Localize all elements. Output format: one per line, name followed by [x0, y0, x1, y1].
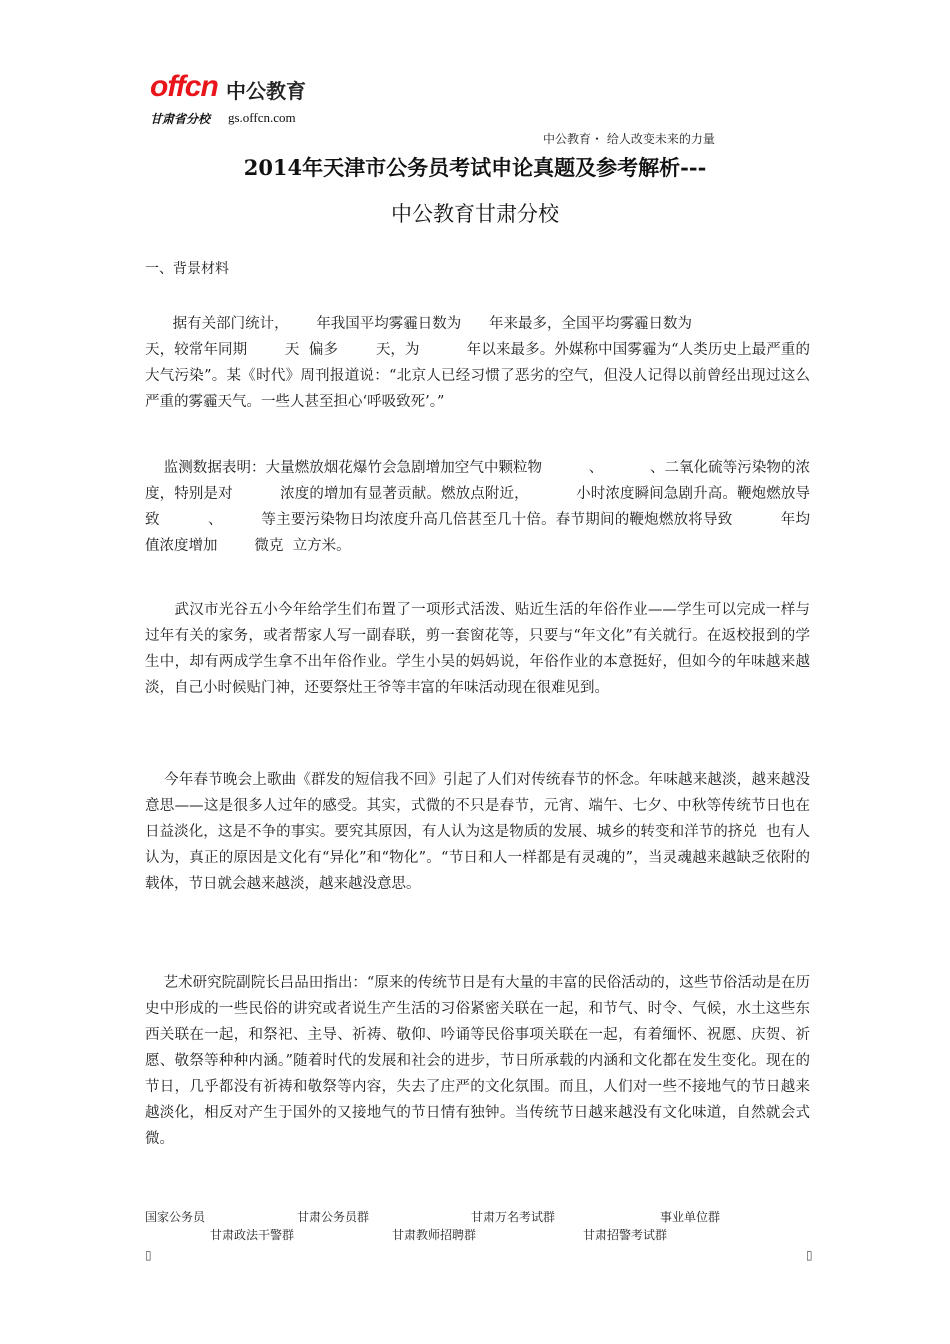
footer-link-gansu-civil-servant[interactable]: 甘肃公务员群: [297, 1210, 370, 1224]
offcn-logo: [150, 70, 350, 130]
footer-mark-right: ▯: [806, 1248, 813, 1262]
footer-link-police-exam-group[interactable]: 甘肃招警考试群: [583, 1228, 668, 1242]
section-heading: 一、背景材料: [145, 261, 229, 277]
footer-link-national-civil-servant[interactable]: 国家公务员: [145, 1210, 206, 1224]
paragraph-1: 据有关部门统计， 年我国平均雾霾日数为 年来最多，全国平均雾霾日数为 天，较常年同期 天 偏多 天，为 年以来最多。外媒称中国雾霾为“人类历史上最严重的大气污染”。某《时代》周刊报道说：“北京人已经习惯了恶劣的空气，但没人记得以前曾经出现过这么严重的雾霾天气。一些人甚至担心‘呼吸致死’。”: [145, 316, 810, 410]
document-title: 2014年天津市公务员考试申论真题及参考解析---: [243, 155, 707, 180]
paragraph-4: 今年春节晚会上歌曲《群发的短信我不回》引起了人们对传统春节的怀念。年味越来越淡，越来越没意思——这是很多人过年的感受。其实，式微的不只是春节，元宵、端午、七夕、中秋等传统节日也在日益淡化，这是不争的事实。要究其原因，有人认为这是物质的发展、城乡的转变和洋节的挤兑 也有人认为，真正的原因是文化有“异化”和“物化”。“节日和人一样都是有灵魂的”，当灵魂越来越缺乏依附的载体，节日就会越来越淡，越来越没意思。: [145, 772, 811, 892]
logo-brand-cn: 中公教育: [226, 79, 306, 103]
logo-brand-en: offcn: [150, 70, 218, 103]
footer-link-police-group[interactable]: 甘肃政法干警群: [210, 1228, 295, 1242]
logo-branch: 甘肃省分校: [150, 112, 211, 126]
footer-link-public-institution[interactable]: 事业单位群: [660, 1210, 721, 1224]
document-subtitle: 中公教育甘肃分校: [391, 202, 559, 226]
footer-mark-left: ▯: [145, 1248, 152, 1262]
footer-link-teacher-group[interactable]: 甘肃教师招聘群: [392, 1228, 477, 1242]
footer-link-gansu-exam-group[interactable]: 甘肃万名考试群: [471, 1210, 556, 1224]
paragraph-5: 艺术研究院副院长吕品田指出：“原来的传统节日是有大量的丰富的民俗活动的，这些节俗活动是在历史中形成的一些民俗的讲究或者说生产生活的习俗紧密关联在一起，和节气、时令、气候，水土这些东西关联在一起，和祭祀、主导、祈祷、敬仰、吟诵等民俗事项关联在一起，有着缅怀、祝愿、庆贺、祈愿、敬祭等种种内涵。”随着时代的发展和社会的进步，节日所承载的内涵和文化都在发生变化。现在的节日，几乎都没有祈祷和敬祭等内容，失去了庄严的文化氛围。而且，人们对一些不接地气的节日越来越淡化，相反对产生于国外的又接地气的节日情有独钟。当传统节日越来越没有文化味道，自然就会式微。: [145, 975, 811, 1147]
header-slogan: 中公教育・ 给人改变未来的力量: [543, 132, 715, 146]
logo-site-url[interactable]: gs.offcn.com: [228, 110, 296, 125]
paragraph-3: 武汉市光谷五小今年给学生们布置了一项形式活泼、贴近生活的年俗作业——学生可以完成一样与过年有关的家务，或者帮家人写一副春联，剪一套窗花等，只要与“年文化”有关就行。在返校报到的学生中，却有两成学生拿不出年俗作业。学生小吴的妈妈说，年俗作业的本意挺好，但如今的年味越来越淡，自己小时候贴门神，还要祭灶王爷等丰富的年味活动现在很难见到。: [145, 602, 811, 696]
paragraph-2: 监测数据表明：大量燃放烟花爆竹会急剧增加空气中颗粒物 、 、二氧化硫等污染物的浓度，特别是对 浓度的增加有显著贡献。燃放点附近， 小时浓度瞬间急剧升高。鞭炮燃放导致 、 等主要污染物日均浓度升高几倍甚至几十倍。春节期间的鞭炮燃放将导致 年均值浓度增加 微克 立方米。: [145, 460, 811, 554]
